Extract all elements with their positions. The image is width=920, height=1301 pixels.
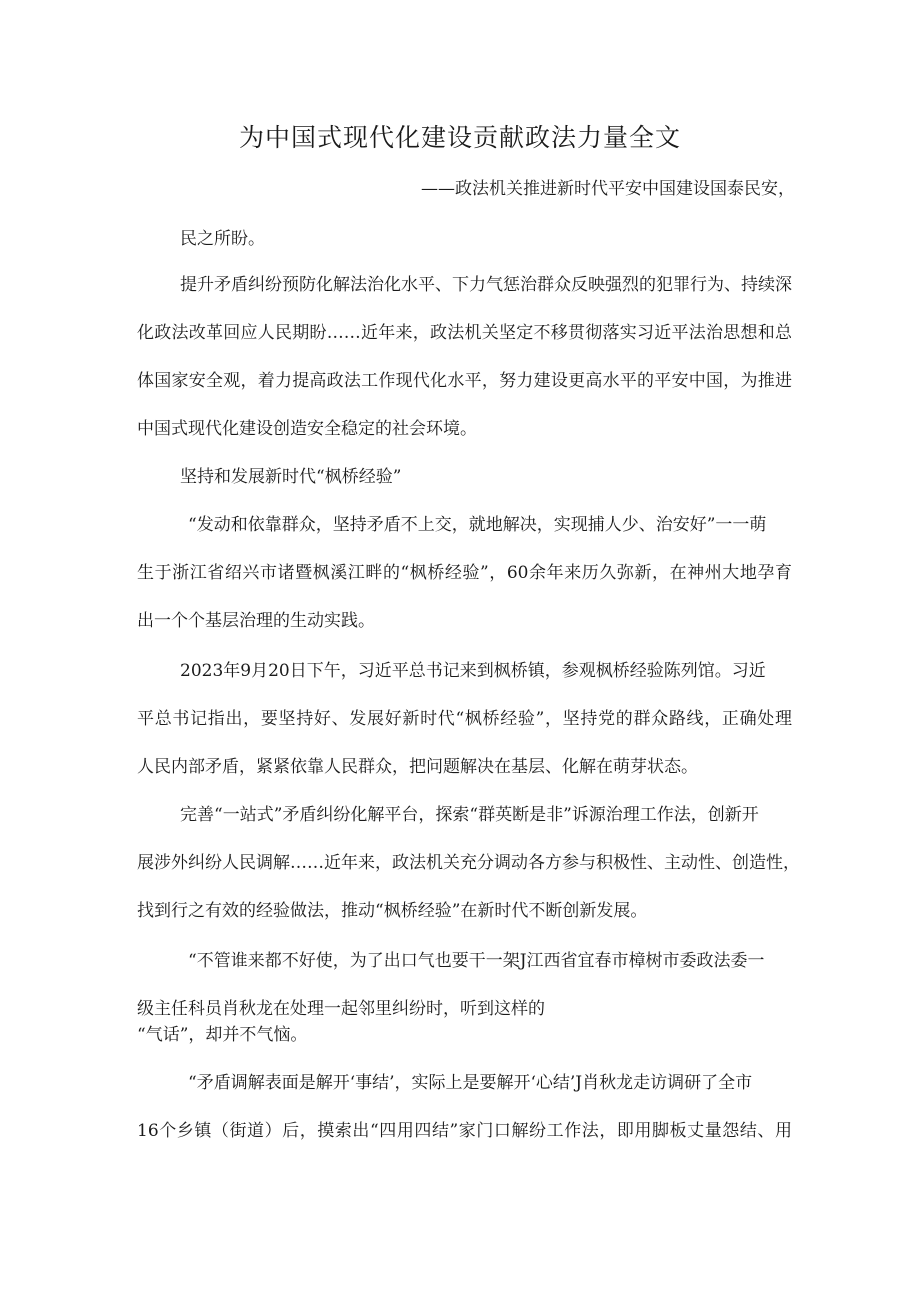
paragraph-line: 化政法改革回应人民期盼……近年来，政法机关坚定不移贯彻落实习近平法治思想和总 [137, 323, 792, 343]
section-heading: 坚持和发展新时代“枫桥经验” [180, 467, 402, 487]
paragraph-line: 生于浙江省绍兴市诸暨枫溪江畔的“枫桥经验”，60余年来历久弥新，在神州大地孕育 [137, 563, 792, 583]
paragraph-line: 中国式现代化建设创造安全稳定的社会环境。 [137, 419, 477, 439]
document-title: 为中国式现代化建设贡献政法力量全文 [238, 123, 681, 152]
paragraph-line: 出一个个基层治理的生动实践。 [137, 611, 375, 631]
paragraph-line: 找到行之有效的经验做法，推动“枫桥经验”在新时代不断创新发展。 [137, 901, 648, 921]
paragraph-line: 人民内部矛盾，紧紧依靠人民群众，把问题解决在基层、化解在萌芽状态。 [137, 757, 698, 777]
document-subtitle: ——政法机关推进新时代平安中国建设国泰民安， [421, 179, 795, 199]
paragraph-line: “气话”，却并不气恼。 [137, 1025, 308, 1045]
paragraph-line: 级主任科员肖秋龙在处理一起邻里纠纷时，听到这样的 [137, 999, 545, 1019]
paragraph-line: 体国家安全观，着力提高政法工作现代化水平，努力建设更高水平的平安中国，为推进 [137, 371, 792, 391]
paragraph-line: “不管谁来都不好使，为了出口气也要干一架J江西省宜春市樟树市委政法委一 [188, 951, 765, 971]
paragraph-line: 平总书记指出，要坚持好、发展好新时代“枫桥经验”，坚持党的群众路线，正确处理 [137, 709, 792, 729]
paragraph-line: “矛盾调解表面是解开‘事结’，实际上是要解开‘心结’J肖秋龙走访调研了全市 [188, 1073, 753, 1093]
paragraph-line: 16个乡镇（街道）后，摸索出“四用四结”家门口解纷工作法，即用脚板丈量怨结、用 [137, 1121, 792, 1141]
paragraph-line: 完善“一站式”矛盾纠纷化解平台，探索“群英断是非”诉源治理工作法，创新开 [180, 805, 759, 825]
paragraph-line: 展涉外纠纷人民调解……近年来，政法机关充分调动各方参与积极性、主动性、创造性， [137, 853, 800, 873]
paragraph-line: 民之所盼。 [180, 229, 265, 249]
paragraph-line: 提升矛盾纠纷预防化解法治化水平、下力气惩治群众反映强烈的犯罪行为、持续深 [180, 275, 792, 295]
paragraph-line: “发动和依靠群众，坚持矛盾不上交，就地解决，实现捕人少、治安好”一一萌 [188, 515, 767, 535]
paragraph-line: 2023年9月20日下午，习近平总书记来到枫桥镇，参观枫桥经验陈列馆。习近 [180, 661, 766, 681]
